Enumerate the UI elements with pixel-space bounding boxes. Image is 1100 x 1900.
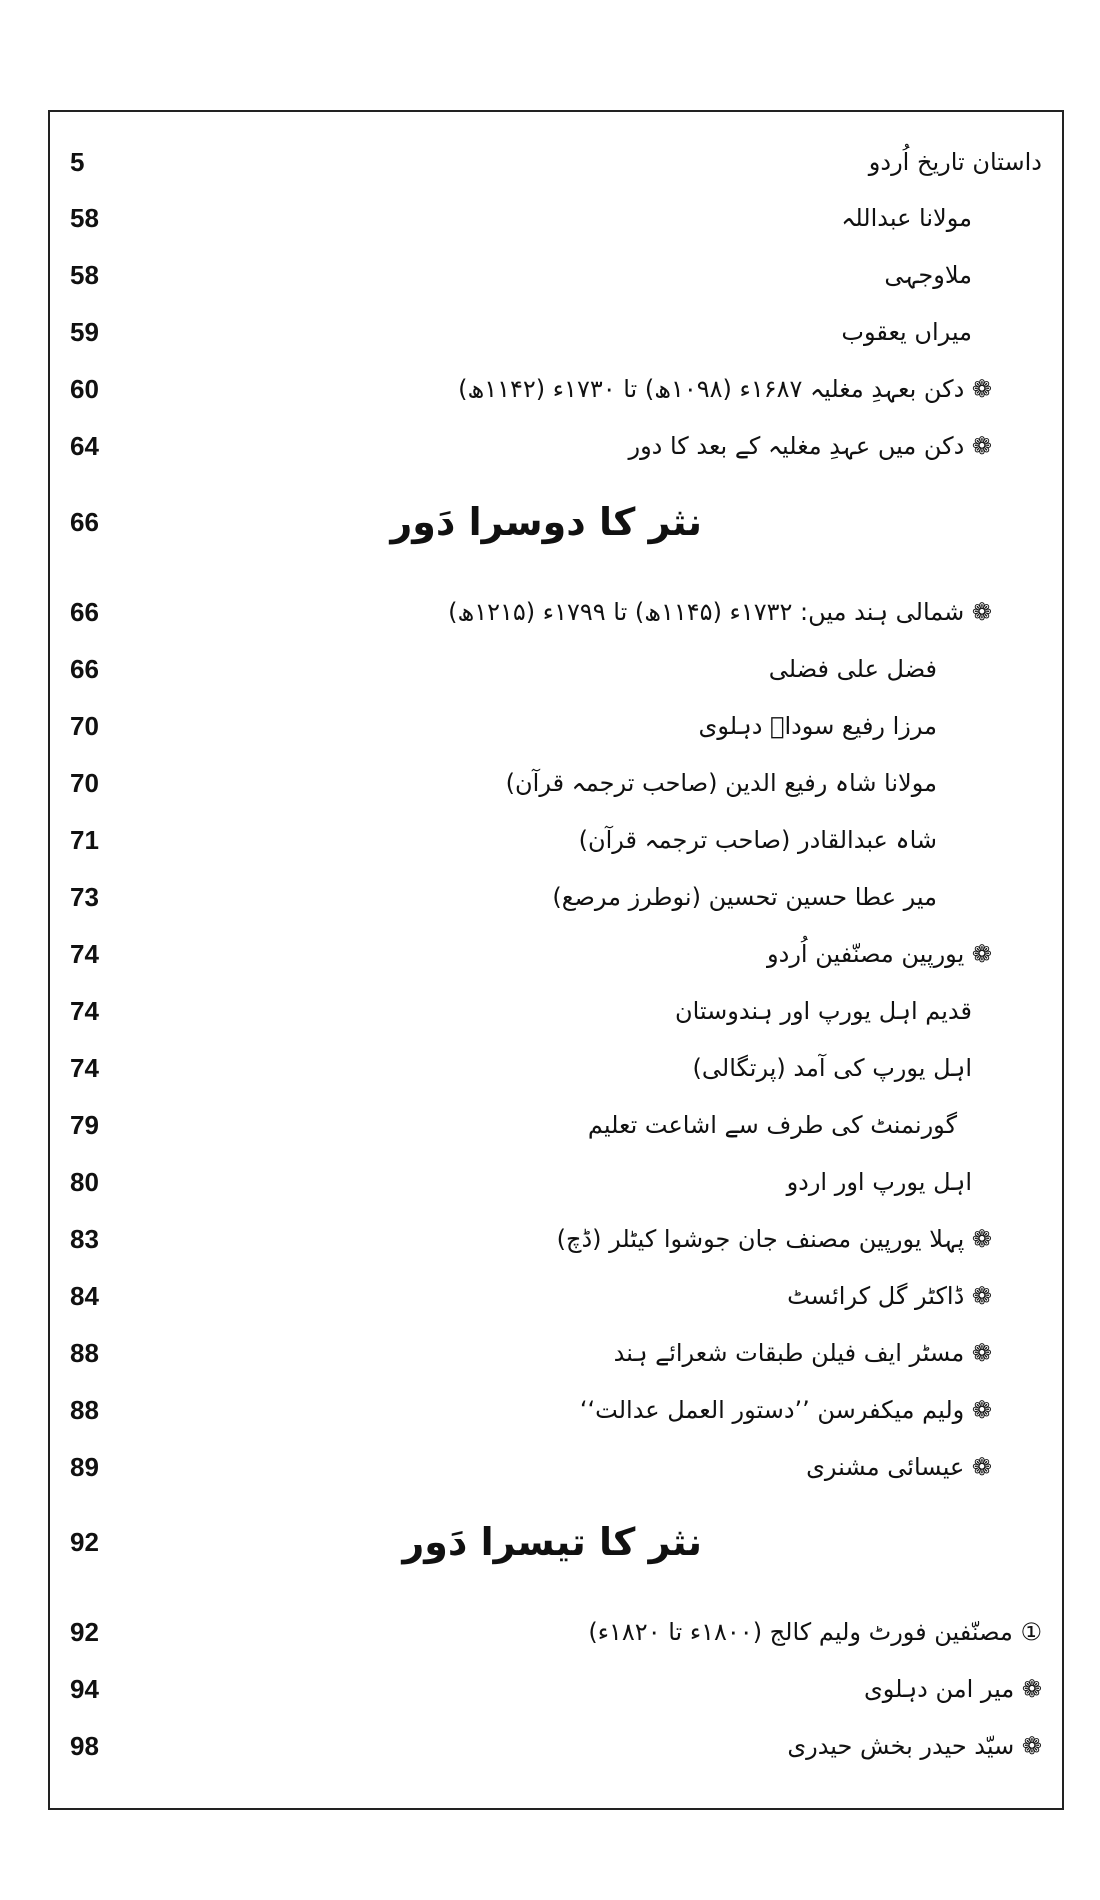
toc-row bbox=[50, 592, 1062, 632]
toc-entry-title: ❁ پہلا یورپین مصنف جان جوشوا کیٹلر (ڈچ) bbox=[556, 1225, 992, 1253]
toc-row bbox=[50, 706, 1062, 746]
toc-row bbox=[50, 1726, 1062, 1766]
toc-row bbox=[50, 877, 1062, 917]
toc-page-number: 88 bbox=[70, 1338, 99, 1368]
toc-row bbox=[50, 1669, 1062, 1709]
section-heading bbox=[50, 1514, 1062, 1570]
toc-row bbox=[50, 1390, 1062, 1430]
toc-entry-title: مولانا عبداللہ bbox=[841, 204, 972, 232]
toc-page-number: 66 bbox=[70, 654, 99, 684]
toc-row bbox=[50, 142, 1062, 182]
toc-page-number: 80 bbox=[70, 1167, 99, 1197]
toc-entry-title: شاہ عبدالقادر (صاحب ترجمہ قرآن) bbox=[578, 826, 937, 854]
toc-page-number: 58 bbox=[70, 260, 99, 290]
toc-frame bbox=[48, 110, 1064, 1810]
toc-row bbox=[50, 198, 1062, 238]
toc-page-number: 58 bbox=[70, 203, 99, 233]
toc-row bbox=[50, 934, 1062, 974]
toc-row bbox=[50, 1333, 1062, 1373]
toc-page-number: 94 bbox=[70, 1674, 99, 1704]
toc-page-number: 79 bbox=[70, 1110, 99, 1140]
toc-page-number: 66 bbox=[70, 597, 99, 627]
toc-entry-title: ملاوجہی bbox=[884, 261, 972, 289]
toc-entry-title: اہل یورپ اور اردو bbox=[786, 1168, 972, 1196]
toc-entry-title: ❁ سیّد حیدر بخش حیدری bbox=[787, 1732, 1042, 1760]
section-heading bbox=[50, 494, 1062, 550]
toc-row bbox=[50, 1612, 1062, 1652]
toc-row bbox=[50, 763, 1062, 803]
toc-page-number: 5 bbox=[70, 147, 85, 177]
toc-row bbox=[50, 649, 1062, 689]
toc-page-number: 92 bbox=[70, 1527, 99, 1557]
toc-page-number: 70 bbox=[70, 768, 99, 798]
toc-entry-title: ❁ میر امن دہلوی bbox=[863, 1675, 1042, 1703]
toc-entry-title: فضل علی فضلی bbox=[768, 655, 937, 683]
toc-page-number: 73 bbox=[70, 882, 99, 912]
toc-page-number: 89 bbox=[70, 1452, 99, 1482]
toc-entry-title: ① مصنّفین فورٹ ولیم کالج (۱۸۰۰ء تا ۱۸۲۰ء) bbox=[588, 1618, 1042, 1646]
toc-page-number: 74 bbox=[70, 939, 99, 969]
toc-entry-title: ❁ ولیم میکفرسن ’’دستور العمل عدالت‘‘ bbox=[579, 1396, 992, 1424]
toc-row bbox=[50, 1447, 1062, 1487]
toc-entry-title: ❁ دکن میں عہدِ مغلیہ کے بعد کا دور bbox=[628, 432, 992, 460]
toc-row bbox=[50, 426, 1062, 466]
toc-entry-title: داستان تاریخ اُردو bbox=[868, 148, 1042, 176]
toc-row bbox=[50, 369, 1062, 409]
toc-page-number: 66 bbox=[70, 507, 99, 537]
toc-page-number: 59 bbox=[70, 317, 99, 347]
toc-row bbox=[50, 312, 1062, 352]
toc-page-number: 92 bbox=[70, 1617, 99, 1647]
toc-entry-title: مولانا شاہ رفیع الدین (صاحب ترجمہ قرآن) bbox=[505, 769, 937, 797]
toc-row bbox=[50, 1048, 1062, 1088]
toc-row bbox=[50, 820, 1062, 860]
toc-entry-title: مرزا رفیع سوداؔ دہلوی bbox=[698, 712, 937, 740]
toc-entry-title: ❁ یورپین مصنّفین اُردو bbox=[767, 940, 992, 968]
toc-page-number: 98 bbox=[70, 1731, 99, 1761]
toc-row bbox=[50, 1276, 1062, 1316]
toc-page-number: 70 bbox=[70, 711, 99, 741]
toc-row bbox=[50, 1219, 1062, 1259]
toc-page-number: 74 bbox=[70, 996, 99, 1026]
toc-entry-title: میراں یعقوب bbox=[841, 318, 972, 346]
toc-entry-title: ❁ شمالی ہند میں: ۱۷۳۲ء (۱۱۴۵ھ) تا ۱۷۹۹ء (۱۲۱۵ھ) bbox=[448, 598, 992, 626]
toc-row bbox=[50, 1162, 1062, 1202]
toc-entry-title: میر عطا حسین تحسین (نوطرز مرصع) bbox=[552, 883, 937, 911]
toc-row bbox=[50, 991, 1062, 1031]
toc-entry-title: قدیم اہل یورپ اور ہندوستان bbox=[674, 997, 972, 1025]
toc-row bbox=[50, 1105, 1062, 1145]
toc-page-number: 64 bbox=[70, 431, 99, 461]
toc-page-number: 60 bbox=[70, 374, 99, 404]
toc-entry-title: ❁ عیسائی مشنری bbox=[806, 1453, 992, 1481]
section-heading-title: نثر کا دوسرا دَور bbox=[390, 500, 702, 544]
toc-entry-title: ❁ مسٹر ایف فیلن طبقات شعرائے ہند bbox=[613, 1339, 992, 1367]
toc-page-number: 71 bbox=[70, 825, 99, 855]
section-heading-title: نثر کا تیسرا دَور bbox=[402, 1520, 702, 1564]
toc-entry-title: ❁ دکن بعہدِ مغلیہ ۱۶۸۷ء (۱۰۹۸ھ) تا ۱۷۳۰ء (۱۱۴۲ھ) bbox=[458, 375, 992, 403]
toc-entry-title: گورنمنٹ کی طرف سے اشاعت تعلیم bbox=[587, 1111, 957, 1139]
toc-page-number: 88 bbox=[70, 1395, 99, 1425]
toc-page-number: 83 bbox=[70, 1224, 99, 1254]
toc-entry-title: اہل یورپ کی آمد (پرتگالی) bbox=[692, 1054, 972, 1082]
toc-entry-title: ❁ ڈاکٹر گل کرائسٹ bbox=[787, 1282, 992, 1310]
toc-page-number: 74 bbox=[70, 1053, 99, 1083]
toc-row bbox=[50, 255, 1062, 295]
toc-page-number: 84 bbox=[70, 1281, 99, 1311]
